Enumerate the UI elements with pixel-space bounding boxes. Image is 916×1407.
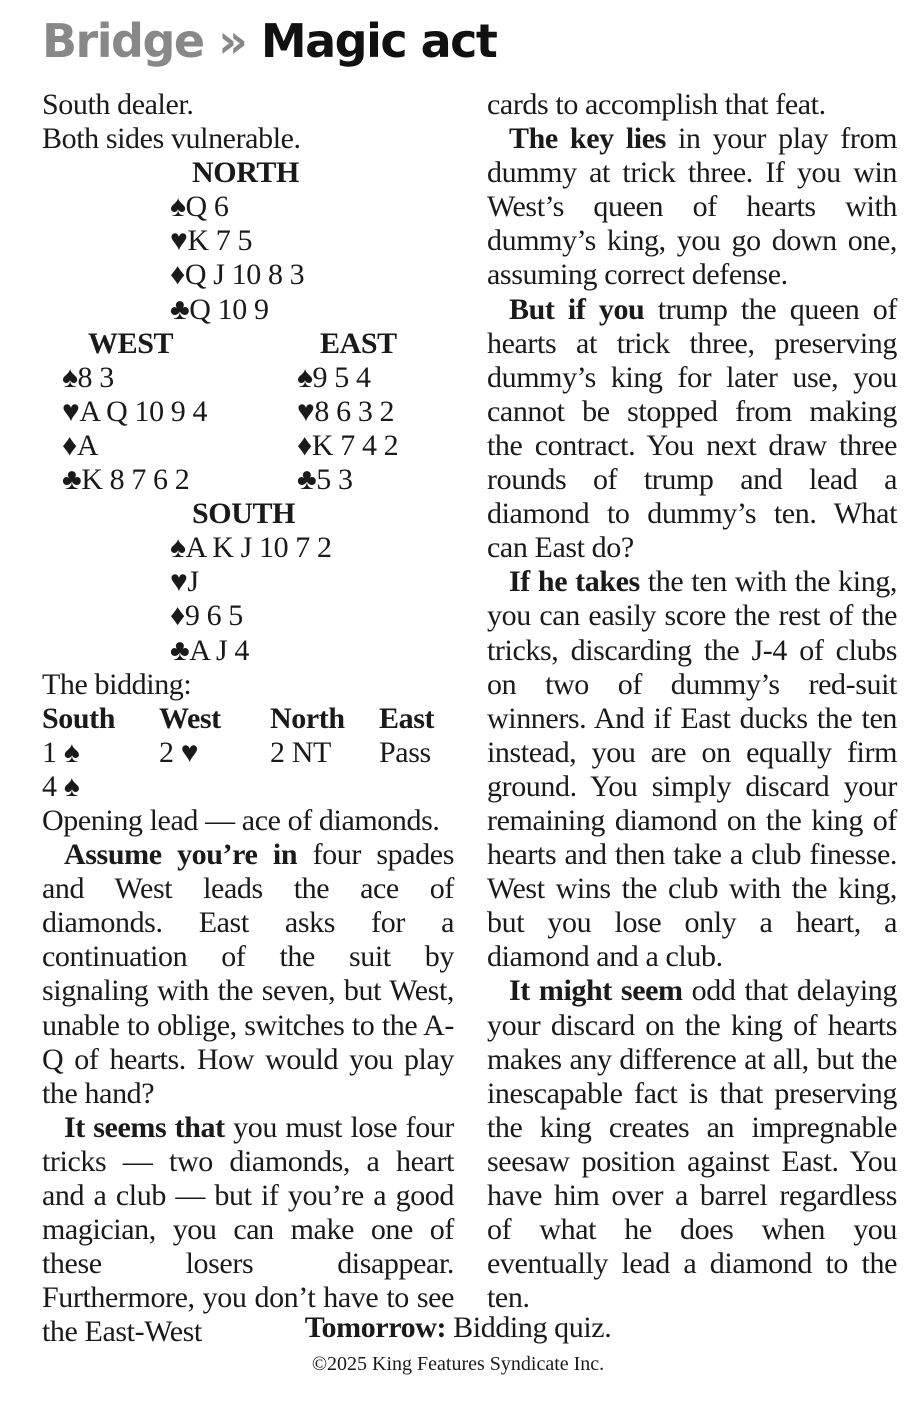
south-hearts-row xyxy=(42,565,454,599)
paragraph-text: you must lose four tricks — two diamonds, a heart and a club — but if you’re a good magician, you can make one of these losers disappear. Furthermore, you don’t have to see the East-West xyxy=(42,1110,454,1349)
east-label: EAST xyxy=(320,326,397,360)
west-east-label-row xyxy=(42,327,454,361)
north-clubs: ♣Q 10 9 xyxy=(170,292,269,326)
bidding-header-row xyxy=(42,702,454,736)
paragraph-text: in your play from dummy at trick three. If you win West’s queen of hearts with dummy’s king, you go down one, assuming correct defense. xyxy=(487,122,898,292)
north-label: NORTH xyxy=(192,156,299,190)
north-hearts-row xyxy=(42,224,454,258)
paragraph-text: the ten with the king, you can easily score the rest of the tricks, discarding the J-4 of clubs on two of dummy’s red-suit winners. And if East ducks the ten instead, you are on equally firm ground. You simply discard your remaining diamond on the king of hearts and then take a club finesse. West wins the club with the king, but you lose only a heart, a diamond and a club. xyxy=(487,565,897,974)
west-hearts: ♥A Q 10 9 4 xyxy=(62,394,208,428)
paragraph-6 xyxy=(487,974,897,1315)
south-diamonds: ♦9 6 5 xyxy=(170,599,243,633)
bid-cell: 2 ♥ xyxy=(159,735,199,769)
vulnerability-line: Both sides vulnerable. xyxy=(42,122,301,156)
south-diamonds-row xyxy=(42,599,454,633)
tomorrow-lead: Tomorrow: xyxy=(304,1311,447,1344)
headline: Magic act xyxy=(260,14,497,68)
south-label: SOUTH xyxy=(192,497,296,531)
page-title xyxy=(42,10,496,72)
left-column xyxy=(42,88,454,1349)
copyright: ©2025 King Features Syndicate Inc. xyxy=(311,1353,605,1375)
north-clubs-row xyxy=(42,293,454,327)
east-hearts: ♥8 6 3 2 xyxy=(297,394,395,428)
paragraph-text: odd that delaying your discard on the king of hearts makes any difference at all, but the inescapable fact is that preserving the king creates an impregnable seesaw position against East. You have him over a barrel regardless of what he does when you eventually lead a diamond to the ten. xyxy=(487,974,897,1315)
bidding-row xyxy=(42,736,454,770)
bid-cell: 2 NT xyxy=(270,735,331,769)
east-spades: ♠9 5 4 xyxy=(297,360,371,394)
bid-header-east: East xyxy=(379,701,435,735)
north-spades: ♠Q 6 xyxy=(170,190,229,224)
west-east-spades-row xyxy=(42,361,454,395)
south-spades: ♠A K J 10 7 2 xyxy=(170,531,332,565)
west-east-clubs-row xyxy=(42,463,454,497)
west-label: WEST xyxy=(88,326,174,360)
north-spades-row xyxy=(42,190,454,224)
south-spades-row xyxy=(42,531,454,565)
bid-header-south: South xyxy=(42,701,116,735)
bid-cell: Pass xyxy=(379,735,431,769)
paragraph-4 xyxy=(487,293,897,566)
west-east-hearts-row xyxy=(42,395,454,429)
bidding-row xyxy=(42,770,454,804)
paragraph-lead: But if you xyxy=(509,292,645,326)
north-label-row xyxy=(42,156,454,190)
south-clubs: ♣A J 4 xyxy=(170,633,249,667)
east-diamonds: ♦K 7 4 2 xyxy=(297,428,399,462)
paragraph-5 xyxy=(487,565,897,974)
west-spades: ♠8 3 xyxy=(62,360,114,394)
paragraph-lead: The key lies xyxy=(509,122,666,156)
paragraph-text: trump the queen of hearts at trick three, preserving dummy’s king for later use, you cannot be stopped from making the contract. You next draw three rounds of trump and lead a diamond to dummy’s ten. What can East do? xyxy=(487,292,897,565)
right-column xyxy=(487,88,897,1315)
tomorrow-note xyxy=(0,1311,916,1345)
paragraph-text: four spades and West leads the ace of diamonds. East asks for a continuation of the suit by signaling with the seven, but West, unable to oblige, switches to the A-Q of hearts. How would you play the hand? xyxy=(42,838,454,1110)
south-label-row xyxy=(42,497,454,531)
bid-cell: 1 ♠ xyxy=(42,735,80,769)
east-clubs: ♣5 3 xyxy=(297,463,353,497)
column-name: Bridge xyxy=(42,14,204,68)
paragraph-lead: Assume you’re in xyxy=(64,838,298,872)
tomorrow-text: Bidding quiz. xyxy=(446,1311,612,1344)
paragraph-3 xyxy=(487,122,897,292)
paragraph-1 xyxy=(42,838,454,1111)
bidding-intro: The bidding: xyxy=(42,667,192,701)
paragraph-2-continued: cards to accomplish that feat. xyxy=(487,88,826,121)
paragraph-lead: If he takes xyxy=(509,565,640,599)
bid-cell: 4 ♠ xyxy=(42,769,80,803)
bid-header-west: West xyxy=(159,701,221,735)
paragraph-lead: It seems that xyxy=(64,1110,225,1144)
west-clubs: ♣K 8 7 6 2 xyxy=(62,463,190,497)
south-hearts: ♥J xyxy=(170,565,199,599)
north-diamonds-row xyxy=(42,258,454,292)
opening-lead: Opening lead — ace of diamonds. xyxy=(42,803,440,837)
north-diamonds: ♦Q J 10 8 3 xyxy=(170,258,305,292)
title-separator: » xyxy=(218,14,247,68)
west-east-diamonds-row xyxy=(42,429,454,463)
south-clubs-row xyxy=(42,634,454,668)
paragraph-lead: It might seem xyxy=(509,974,683,1008)
west-diamonds: ♦A xyxy=(62,428,99,462)
dealer-line: South dealer. xyxy=(42,88,194,121)
north-hearts: ♥K 7 5 xyxy=(170,224,253,258)
bid-header-north: North xyxy=(270,701,345,735)
